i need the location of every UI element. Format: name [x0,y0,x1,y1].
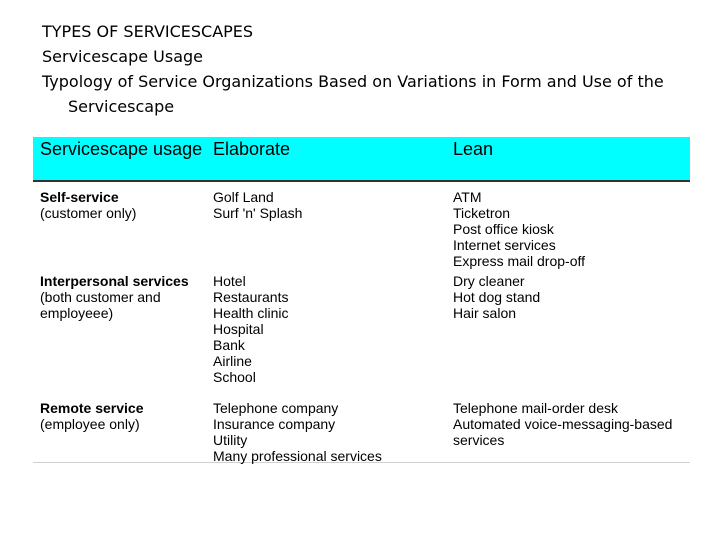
row-sublabel: (employee only) [40,416,140,432]
list-item: Health clinic [213,305,289,321]
list-item: Telephone company [213,400,339,416]
row-label: Interpersonal services [40,273,189,289]
list-item: Hair salon [453,305,517,321]
list-item: Insurance company [213,416,336,432]
title-line-3: Typology of Service Organizations Based on Variations in Form and Use of the [42,72,664,91]
row-label-cell [40,400,205,432]
lean-cell [453,189,683,269]
list-item: Many professional services [213,448,382,464]
list-item: Airline [213,353,252,369]
list-item: Internet services [453,237,556,253]
row-sublabel: (both customer and employeee) [40,289,161,321]
elaborate-cell [213,273,443,385]
elaborate-cell [213,400,443,464]
lean-cell [453,400,683,448]
list-item: Utility [213,432,248,448]
row-label-cell [40,189,205,221]
slide-title [42,19,702,119]
table-row-self-service [33,182,690,268]
table-header-row [33,137,690,182]
header-lean: Lean [453,139,494,159]
row-sublabel: (customer only) [40,205,137,221]
list-item: Telephone mail-order desk [453,400,618,416]
servicescape-typology-table [33,137,690,463]
elaborate-cell [213,189,443,221]
table-row-interpersonal-services [33,268,690,395]
header-elaborate: Elaborate [213,139,291,159]
row-label-cell [40,273,205,321]
list-item: ATM [453,189,482,205]
list-item: Restaurants [213,289,289,305]
header-servicescape-usage: Servicescape usage [40,139,203,159]
list-item: Ticketron [453,205,511,221]
list-item: Express mail drop-off [453,253,586,269]
row-label: Self-service [40,189,119,205]
list-item: Hot dog stand [453,289,541,305]
title-line-1: TYPES OF SERVICESCAPES [42,22,254,41]
title-line-3-continued: Servicescape [68,97,175,116]
title-line-2: Servicescape Usage [42,47,204,66]
list-item: Golf Land [213,189,274,205]
row-label: Remote service [40,400,144,416]
list-item: Hotel [213,273,246,289]
table-row-remote-service [33,395,690,462]
lean-cell [453,273,683,321]
list-item: Automated voice-messaging-based services [453,416,673,448]
list-item: Hospital [213,321,264,337]
list-item: Bank [213,337,245,353]
list-item: Dry cleaner [453,273,525,289]
list-item: Post office kiosk [453,221,554,237]
list-item: School [213,369,256,385]
list-item: Surf 'n' Splash [213,205,303,221]
